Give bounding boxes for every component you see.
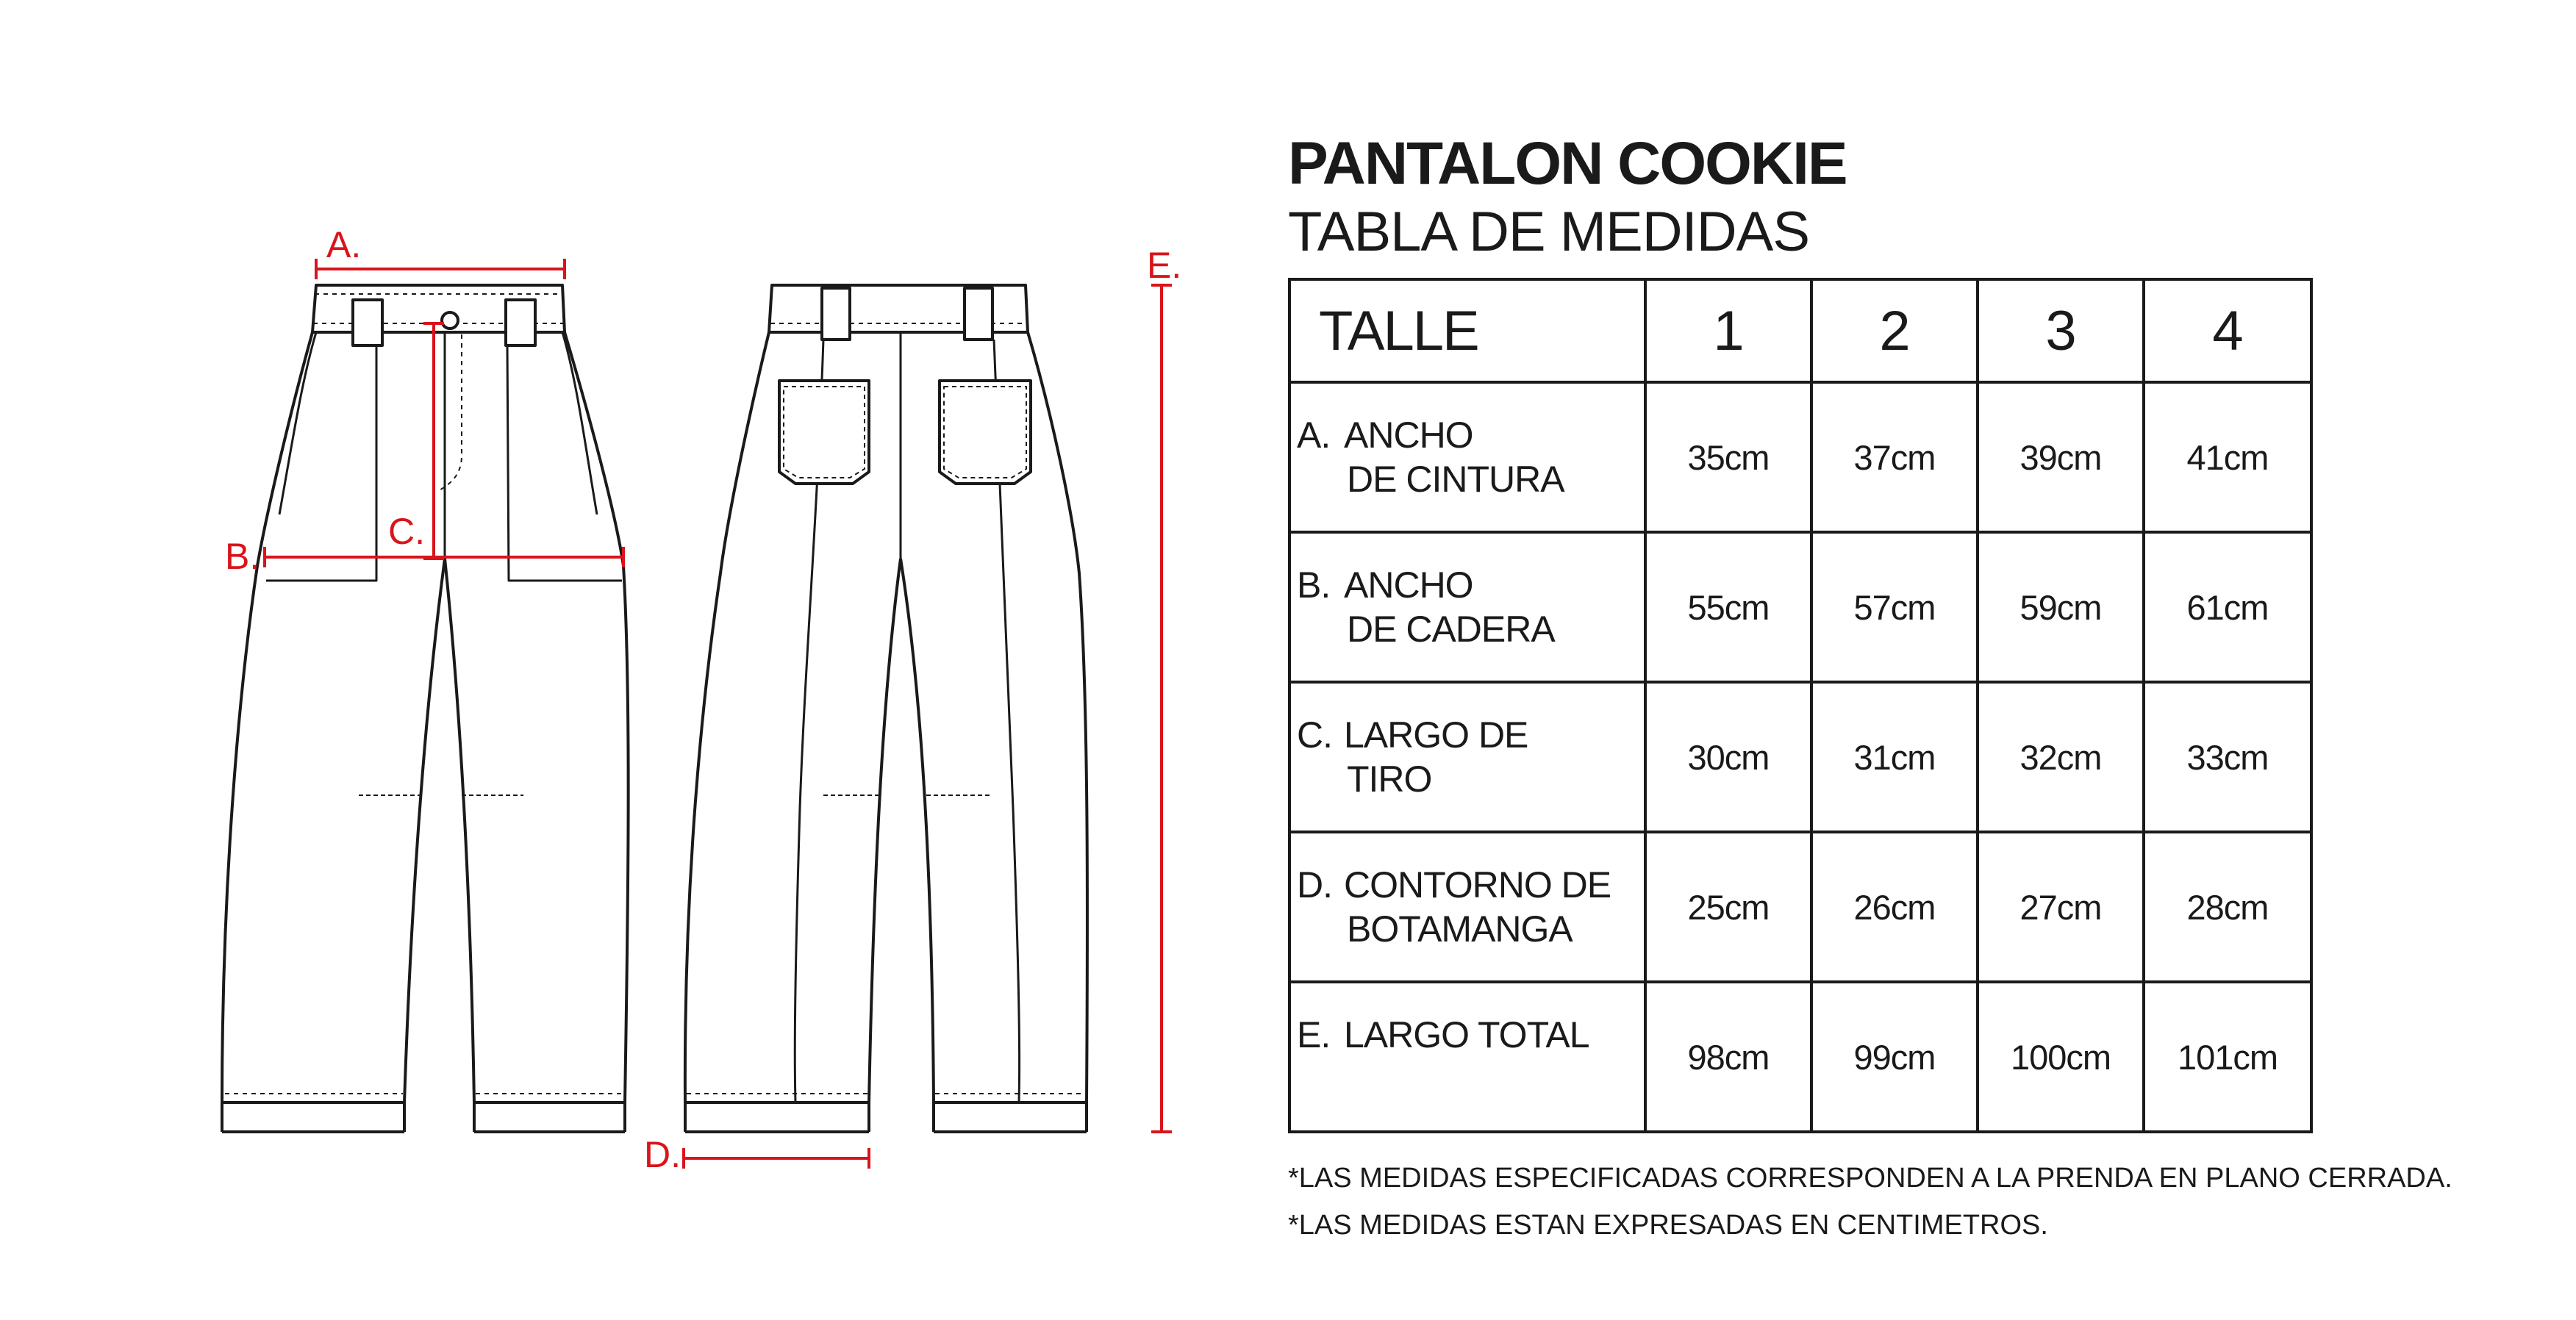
- row-label-line2: DE CADERA: [1347, 609, 1555, 650]
- front-left-leg: [222, 332, 445, 1102]
- row-label-line2: DE CINTURA: [1347, 459, 1564, 500]
- table-cell: 41cm: [2142, 381, 2313, 534]
- table-cell: 61cm: [2142, 531, 2313, 684]
- table-cell: 28cm: [2142, 831, 2313, 983]
- measure-c-rise: [423, 323, 444, 559]
- back-pocket-left: [779, 381, 869, 484]
- front-belt-loop-right: [506, 300, 535, 345]
- measure-label-c: C.: [388, 511, 425, 552]
- row-letter: B.: [1297, 564, 1331, 606]
- pants-back-view: [685, 285, 1087, 1132]
- note-units: *LAS MEDIDAS ESTAN EXPRESADAS EN CENTIMETROS.: [1288, 1210, 2048, 1241]
- row-label-line1: LARGO TOTAL: [1344, 1014, 1589, 1055]
- row-label-line1: ANCHO: [1344, 564, 1473, 606]
- table-row-c-label: [1288, 681, 1647, 833]
- table-cell: 101cm: [2142, 980, 2313, 1133]
- front-pocket-left: [279, 332, 316, 514]
- table-cell: 25cm: [1644, 831, 1813, 983]
- row-label-line1: ANCHO: [1344, 415, 1473, 456]
- front-button: [442, 312, 458, 329]
- table-cell: 98cm: [1644, 980, 1813, 1133]
- row-label-line1: CONTORNO DE: [1344, 864, 1611, 905]
- row-label-line2: BOTAMANGA: [1347, 908, 1573, 950]
- table-row-d-label: [1288, 831, 1647, 983]
- table-cell: 99cm: [1810, 980, 1979, 1133]
- table-row-a-label: [1288, 381, 1647, 534]
- measure-label-a: A.: [326, 224, 362, 265]
- row-label-line1: LARGO DE: [1344, 714, 1528, 756]
- measure-d-hem: [684, 1148, 869, 1169]
- table-cell: 31cm: [1810, 681, 1979, 833]
- table-cell: 33cm: [2142, 681, 2313, 833]
- product-title: PANTALON COOKIE: [1288, 130, 1847, 197]
- table-cell: 26cm: [1810, 831, 1979, 983]
- row-label-line2: TIRO: [1347, 758, 1432, 800]
- table-row-b-label: [1288, 531, 1647, 684]
- back-belt-loop-middle: [965, 288, 992, 340]
- table-cell: 100cm: [1976, 980, 2145, 1133]
- table-cell: 30cm: [1644, 681, 1813, 833]
- front-belt-loop-left: [353, 300, 382, 345]
- table-cell: 32cm: [1976, 681, 2145, 833]
- row-letter: E.: [1297, 1014, 1331, 1055]
- pants-technical-drawing: [0, 0, 1235, 1320]
- front-fly: [438, 334, 462, 491]
- measure-label-d: D.: [644, 1134, 681, 1175]
- table-cell: 55cm: [1644, 531, 1813, 684]
- table-header-talle: TALLE: [1288, 278, 1647, 384]
- table-subtitle: TABLA DE MEDIDAS: [1288, 201, 1810, 263]
- table-cell: 59cm: [1976, 531, 2145, 684]
- back-pocket-right: [940, 381, 1031, 484]
- table-row-e-label: [1288, 980, 1647, 1133]
- row-letter: D.: [1297, 864, 1332, 905]
- table-cell: 39cm: [1976, 381, 2145, 534]
- measurement-lines: [265, 259, 1172, 1169]
- table-header-size-2: 2: [1810, 278, 1979, 384]
- row-letter: A.: [1297, 415, 1331, 456]
- front-right-leg: [445, 332, 629, 1102]
- table-header-size-1: 1: [1644, 278, 1813, 384]
- table-header-size-3: 3: [1976, 278, 2145, 384]
- note-flat-measure: *LAS MEDIDAS ESPECIFICADAS CORRESPONDEN A LA PRENDA EN PLANO CERRADA.: [1288, 1163, 2452, 1194]
- back-belt-loop-left: [822, 288, 850, 340]
- row-letter: C.: [1297, 714, 1332, 756]
- size-table: [1288, 278, 2313, 1133]
- table-cell: 37cm: [1810, 381, 1979, 534]
- table-header-size-4: 4: [2142, 278, 2313, 384]
- table-cell: 35cm: [1644, 381, 1813, 534]
- measure-e-length: [1151, 285, 1172, 1132]
- pants-front-view: [222, 285, 629, 1132]
- measure-label-b: B.: [225, 536, 260, 577]
- measure-label-e: E.: [1147, 245, 1182, 286]
- table-cell: 27cm: [1976, 831, 2145, 983]
- table-cell: 57cm: [1810, 531, 1979, 684]
